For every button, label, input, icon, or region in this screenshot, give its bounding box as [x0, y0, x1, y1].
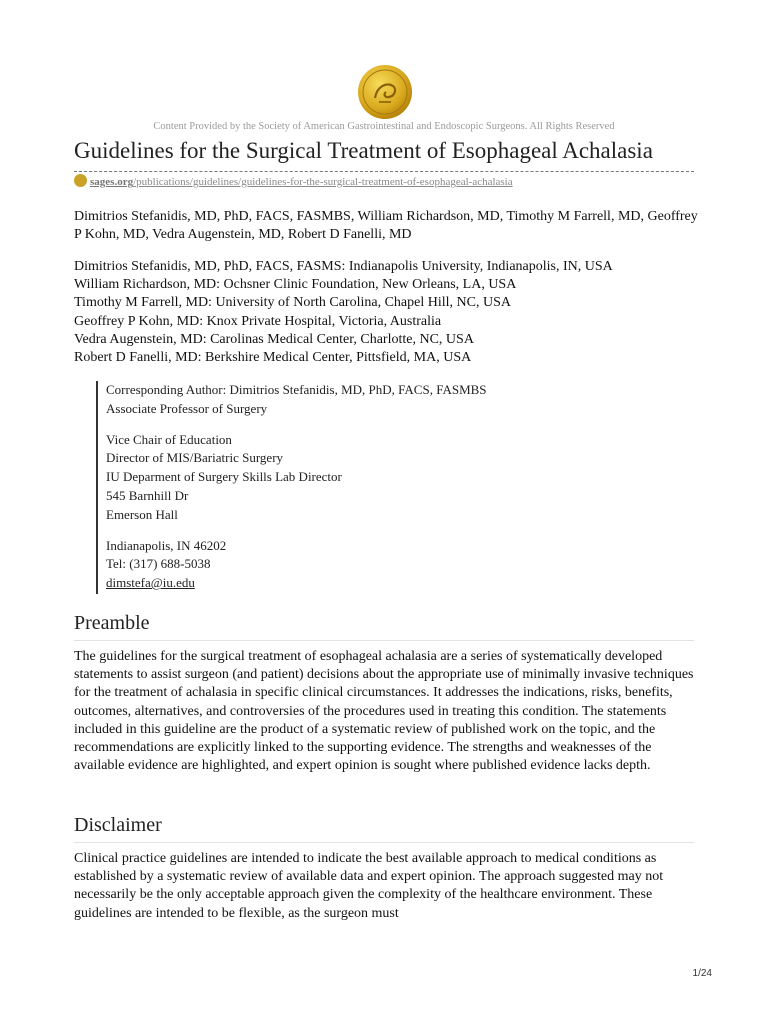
preamble-heading: Preamble — [74, 612, 150, 634]
provided-by-notice: Content Provided by the Society of American Gastrointestinal and Endoscopic Surgeons. All Rights Reserved — [153, 121, 615, 132]
sages-seal-logo-icon — [357, 64, 413, 120]
corresponding-author-block — [96, 381, 487, 594]
disclaimer-paragraph: Clinical practice guidelines are intended to indicate the best available approach to medical conditions as established by a systematic review of available data and expert opinion. The approach suggested may not necessarily be the only acceptable approach given the complexity of the healthcare environment. These guidelines are intended to be flexible, as the surgeon must — [74, 851, 664, 921]
corresponding-line: Indianapolis, IN 46202 — [106, 537, 227, 553]
corresponding-line: 545 Barnhill Dr — [106, 487, 189, 503]
corresponding-line: Corresponding Author: Dimitrios Stefanidis, MD, PhD, FACS, FASMBS — [106, 382, 487, 397]
author-list: Dimitrios Stefanidis, MD, PhD, FACS, FASMBS, William Richardson, MD, Timothy M Farrell, MD, Geoffrey P Kohn, MD, Vedra Augenstein, MD, Robert D Fanelli, MD — [74, 209, 698, 243]
sages-favicon-icon — [74, 174, 87, 187]
affiliations-list — [74, 258, 698, 367]
affiliation-item: Timothy M Farrell, MD: University of North Carolina, Chapel Hill, NC, USA — [74, 295, 511, 311]
affiliation-item: William Richardson, MD: Ochsner Clinic Foundation, New Orleans, LA, USA — [74, 277, 517, 293]
corresponding-line: IU Deparment of Surgery Skills Lab Director — [106, 469, 342, 485]
affiliation-item: Dimitrios Stefanidis, MD, PhD, FACS, FASMS: Indianapolis University, Indianapolis, IN, USA — [74, 259, 613, 274]
page-title: Guidelines for the Surgical Treatment of Esophageal Achalasia — [74, 138, 653, 163]
source-url-host[interactable]: sages.org — [90, 176, 134, 188]
corresponding-line: Vice Chair of Education — [106, 431, 232, 447]
corresponding-line: Associate Professor of Surgery — [106, 400, 268, 416]
affiliation-item: Vedra Augenstein, MD: Carolinas Medical Center, Charlotte, NC, USA — [74, 331, 474, 347]
preamble-paragraph: The guidelines for the surgical treatment of esophageal achalasia are a series of systematically developed statements to assist surgeon (and patient) decisions about the appropriate use of minimally invasive techniques for the treatment of achalasia in specific clinical circumstances. It addresses the indications, risks, benefits, outcomes, alternatives, and controversies of the procedures used in treating this condition. The statements included in this guideline are the product of a systematic review of published work on the topic, and the recommendations are explicitly linked to the supporting evidence. The strengths and weaknesses of the available evidence are highlighted, and expert opinion is sought where published evidence lacks depth. — [74, 649, 694, 774]
title-divider — [74, 171, 694, 172]
source-url-path[interactable]: /publications/guidelines/guidelines-for-the-surgical-treatment-of-esophageal-achalasia — [133, 176, 513, 188]
affiliation-item: Robert D Fanelli, MD: Berkshire Medical Center, Pittsfield, MA, USA — [74, 350, 472, 366]
affiliation-item: Geoffrey P Kohn, MD: Knox Private Hospital, Victoria, Australia — [74, 313, 442, 329]
email-link[interactable]: dimstefa@iu.edu — [106, 575, 195, 591]
page-number: 1/24 — [692, 968, 712, 979]
corresponding-line: Emerson Hall — [106, 506, 178, 522]
section-rule — [74, 640, 694, 641]
corresponding-line: Director of MIS/Bariatric Surgery — [106, 450, 284, 466]
source-url[interactable] — [74, 174, 513, 188]
section-rule — [74, 842, 694, 843]
corresponding-line: Tel: (317) 688-5038 — [106, 556, 211, 572]
disclaimer-heading: Disclaimer — [74, 814, 162, 836]
